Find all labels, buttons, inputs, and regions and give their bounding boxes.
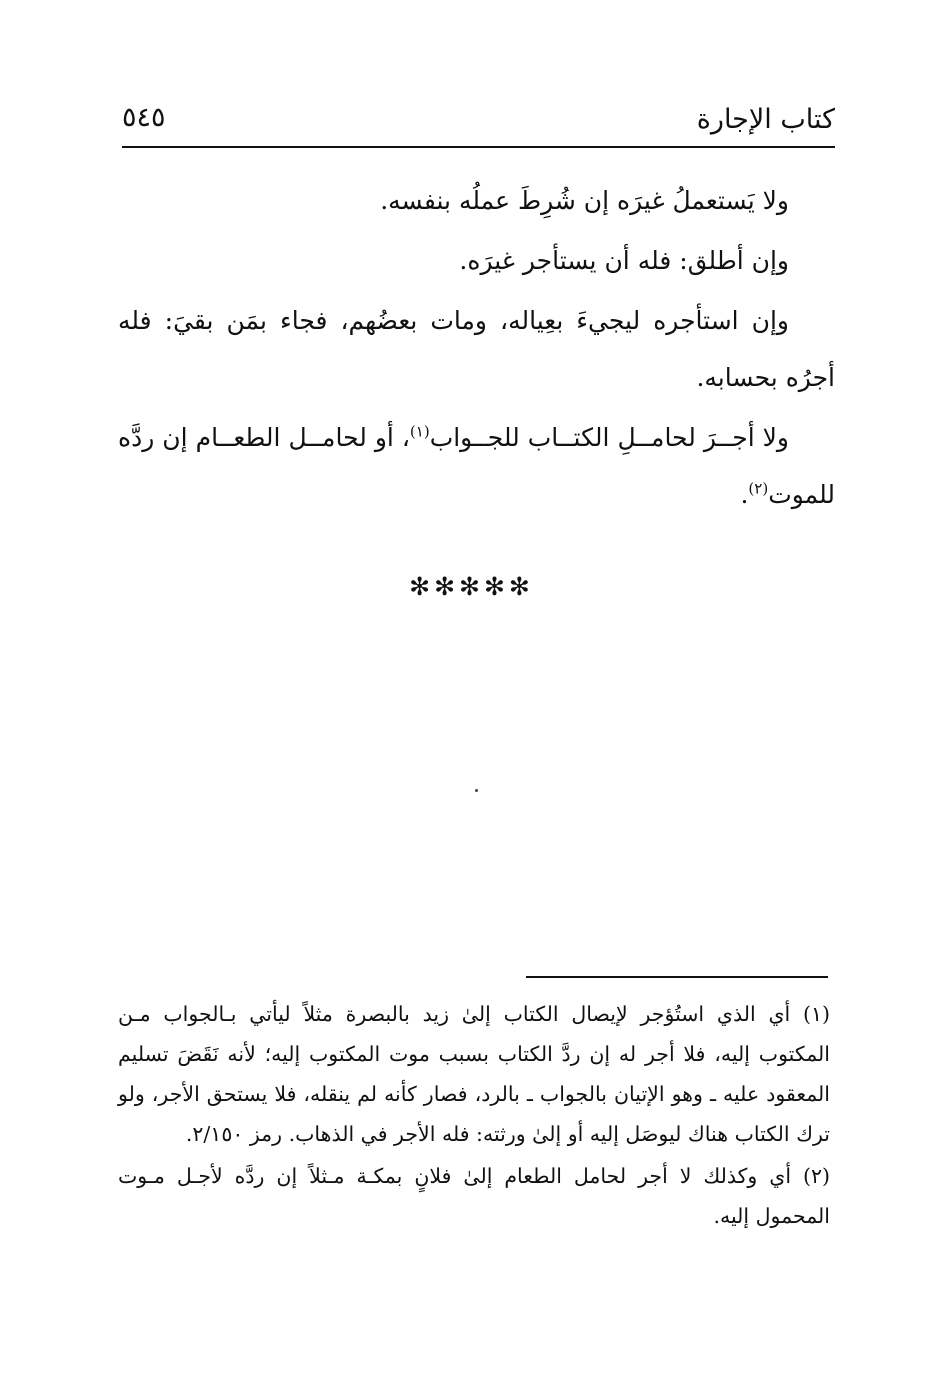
paragraph	[118, 172, 835, 229]
paragraph	[118, 292, 835, 406]
footnote: (٢) أي وكذلك لا أجر لحامل الطعام إلىٰ فلانٍ بمكـة مـثلاً إن ردَّه لأجـل مـوت المحمول إليه.	[118, 1164, 830, 1228]
paragraph-text: ، أو لحامــل الطعــام إن ردَّه للموت	[118, 423, 835, 509]
footnote-reference[interactable]: (١)	[409, 422, 430, 441]
footnote-divider	[526, 976, 828, 978]
paragraph-text: .	[740, 480, 749, 509]
footnotes	[118, 994, 830, 1238]
section-separator: ✻✻✻✻✻	[409, 572, 534, 601]
footnote-reference[interactable]: (٢)	[748, 479, 769, 498]
paragraph-text: ولا يَستعملُ غيرَه إن شُرِطَ عملُه بنفسه.	[380, 186, 789, 215]
paragraph	[118, 409, 835, 523]
footnote: (١) أي الذي استُؤجر لإيصال الكتاب إلىٰ زيد بالبصرة مثلاً ليأتي بـالجواب مـن المكتوب إليه، فلا أجر له إن ردَّ الكتاب بسبب موت المكتوب إليه؛ لأنه نَقَضَ تسليم المعقود عليه ـ وهو الإتيان بالجواب ـ بالرد، فصار كأنه لم ينقله، فلا يستحق الأجر، ولو ترك الكتاب هناك ليوصَل إليه أو إلىٰ ورثته: فله الأجر في الذهاب. رمز ٢/١٥٠.	[118, 1002, 830, 1146]
main-text	[118, 172, 835, 526]
running-title: كتاب الإجارة	[696, 104, 835, 135]
page-number: ٥٤٥	[122, 102, 166, 133]
paragraph-text: وإن استأجره ليجيءَ بعِياله، ومات بعضُهم، فجاء بمَن بقيَ: فله أجرُه بحسابه.	[118, 306, 835, 392]
paragraph	[118, 232, 835, 289]
paragraph-text: ولا أجــرَ لحامــلِ الكتــاب للجــواب	[429, 423, 789, 452]
scan-speck	[475, 789, 478, 792]
paragraph-text: وإن أطلق: فله أن يستأجر غيرَه.	[459, 246, 789, 275]
page-header	[122, 100, 835, 148]
